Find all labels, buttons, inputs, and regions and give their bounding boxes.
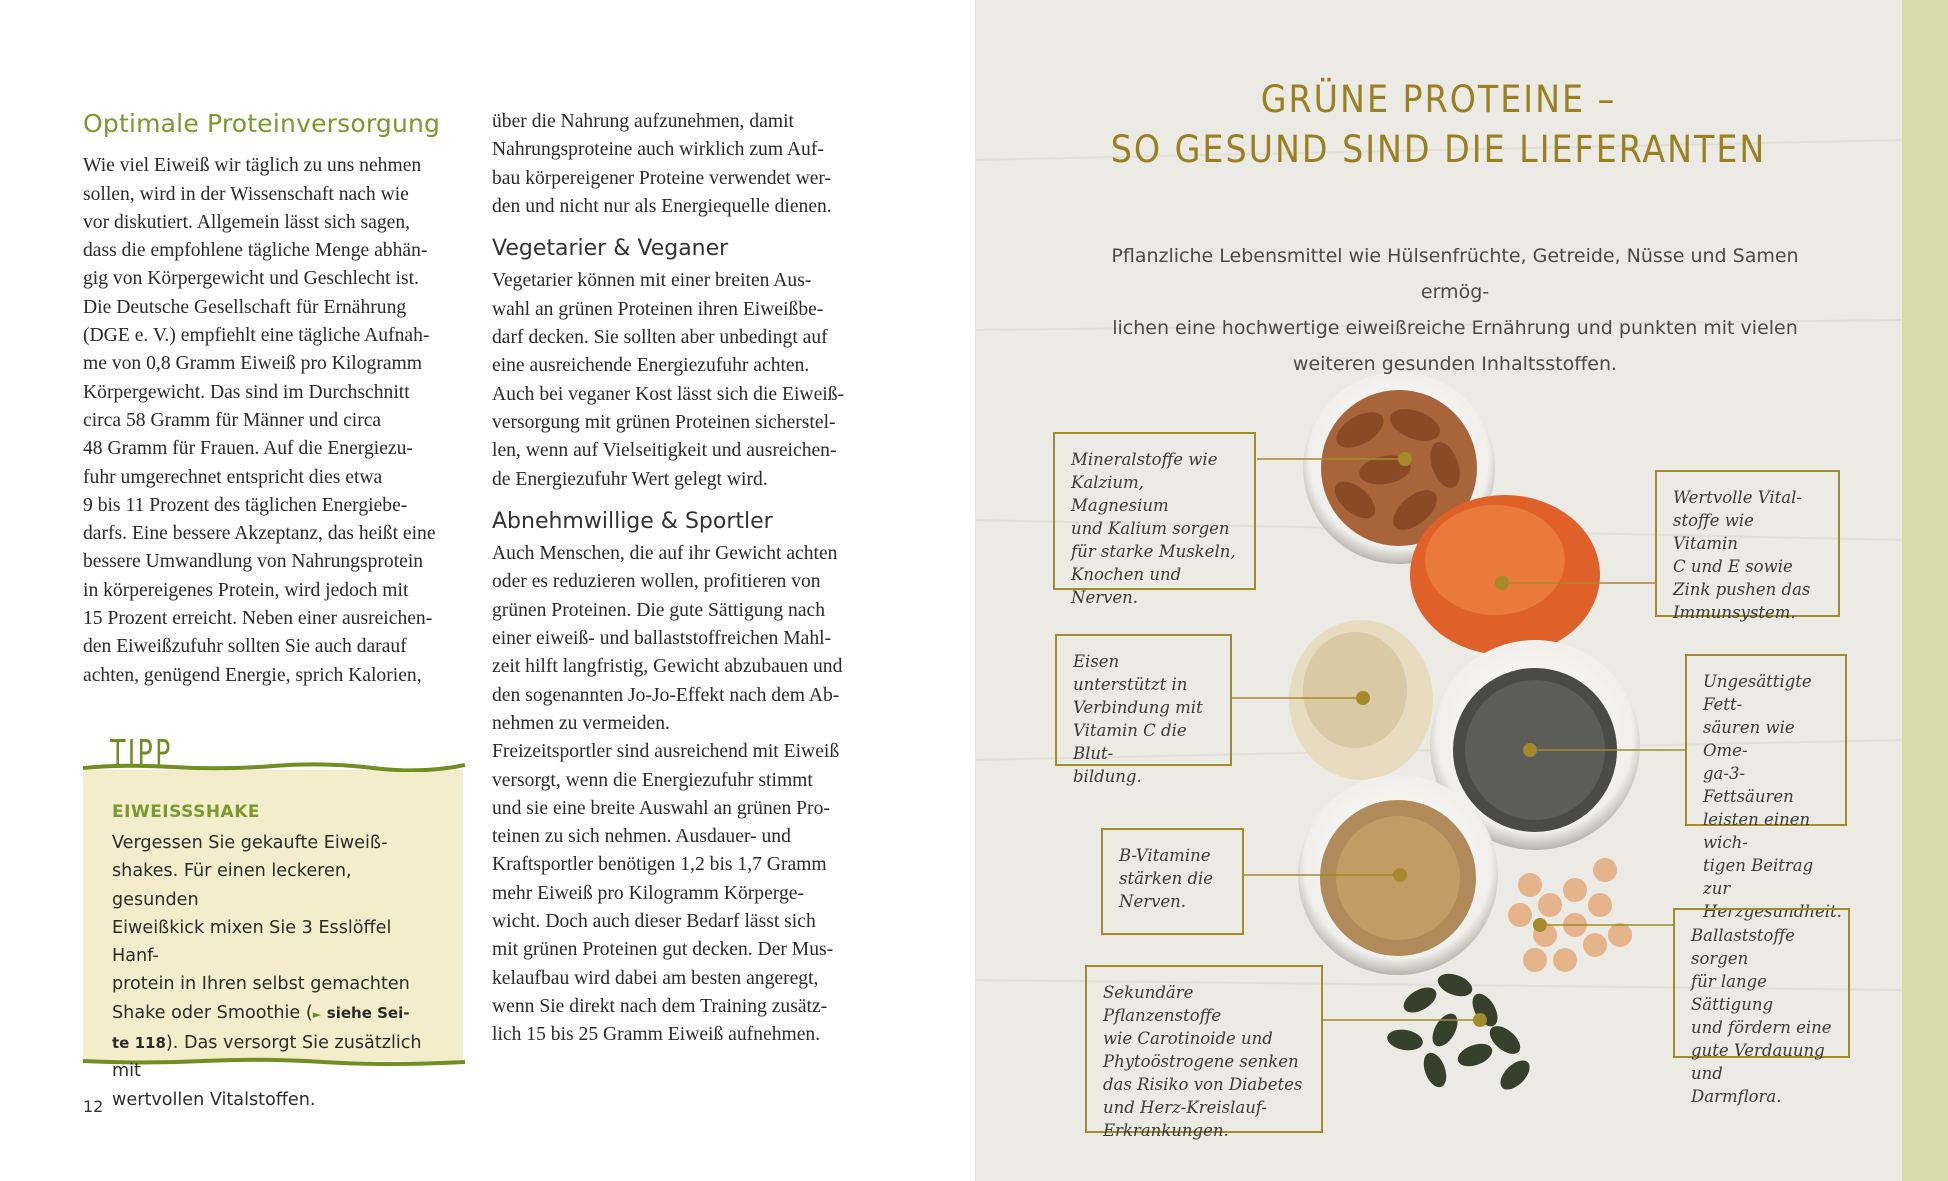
col2-intro-paragraph bbox=[492, 108, 882, 221]
callout-line: und fördern eine bbox=[1691, 1018, 1832, 1037]
tipp-line-text: Shake oder Smoothie ( bbox=[112, 1002, 313, 1023]
callout-line: Knochen und Nerven. bbox=[1071, 565, 1182, 607]
tipp-heading: EIWEISSSHAKE bbox=[112, 802, 261, 822]
callout-line: B-Vitamine bbox=[1119, 846, 1211, 865]
heading-optimale-proteinversorgung: Optimale Proteinversorgung bbox=[83, 109, 441, 138]
tipp-line bbox=[112, 999, 442, 1029]
text-line: nehmen zu vermeiden. bbox=[492, 712, 670, 734]
tipp-line: Eiweißkick mixen Sie 3 Esslöffel Hanf- bbox=[112, 917, 392, 967]
chickpeas bbox=[1508, 858, 1632, 972]
callout-line: und Kalium sorgen bbox=[1071, 519, 1230, 538]
intro-line: Pflanzliche Lebensmittel wie Hülsenfrüchte, Getreide, Nüsse und Samen ermög- bbox=[1111, 245, 1799, 303]
heading-abnehmwillige-sportler: Abnehmwillige & Sportler bbox=[492, 508, 773, 534]
callout-line: gute Verdauung und bbox=[1691, 1041, 1825, 1083]
text-line: darf decken. Sie sollten aber unbedingt auf bbox=[492, 327, 828, 349]
callout-line: Kalzium, Magnesium bbox=[1071, 473, 1169, 515]
callout-line: Wertvolle Vital- bbox=[1673, 488, 1802, 507]
text-line: circa 58 Gramm für Männer und circa bbox=[83, 409, 382, 431]
callout-iron bbox=[1055, 634, 1232, 786]
pumpkin-seeds bbox=[1386, 969, 1535, 1094]
text-line: in körpereigenes Protein, wird jedoch mit bbox=[83, 579, 409, 601]
text-line: und sie eine breite Auswahl an grünen Pro- bbox=[492, 797, 830, 819]
callout-line: Verbindung mit bbox=[1073, 698, 1203, 717]
text-line: wahl an grünen Proteinen ihren Eiweißbe- bbox=[492, 298, 824, 320]
col1-paragraph bbox=[83, 152, 473, 690]
text-line: den Eiweißzufuhr sollten Sie auch darauf bbox=[83, 636, 407, 658]
text-line: kelaufbau wird dabei am besten angeregt, bbox=[492, 967, 819, 989]
callout-line: Nerven. bbox=[1119, 892, 1187, 911]
tipp-line: Vergessen Sie gekaufte Eiweiß- bbox=[112, 833, 388, 853]
page-edge-strip bbox=[1902, 0, 1948, 1181]
text-line: Nahrungsproteine auch wirklich zum Auf- bbox=[492, 139, 824, 161]
callout-minerals bbox=[1053, 432, 1256, 607]
callout-line: Darmflora. bbox=[1691, 1087, 1782, 1106]
column-1 bbox=[83, 110, 473, 690]
text-line: versorgt, wenn die Energiezufuhr stimmt bbox=[492, 769, 813, 791]
text-line: teinen zu sich nehmen. Ausdauer- und bbox=[492, 826, 791, 848]
text-line: einer eiweiß- und ballaststoffreichen Mahl- bbox=[492, 628, 832, 650]
callout-line: wie Carotinoide und bbox=[1103, 1029, 1273, 1048]
callout-fiber bbox=[1673, 908, 1850, 1106]
text-line: darfs. Eine bessere Akzeptanz, das heißt eine bbox=[83, 523, 436, 545]
text-line: fuhr umgerechnet entspricht dies etwa bbox=[83, 466, 383, 488]
text-line: me von 0,8 Gramm Eiweiß pro Kilogramm bbox=[83, 353, 423, 375]
callout-line: stärken die bbox=[1119, 869, 1214, 888]
callout-line: für starke Muskeln, bbox=[1071, 542, 1236, 561]
callout-line: Sekundäre Pflanzenstoffe bbox=[1103, 983, 1222, 1025]
tipp-line: protein in Ihren selbst gemachten bbox=[112, 974, 410, 995]
text-line: (DGE e. V.) empfiehlt eine tägliche Aufnah- bbox=[83, 325, 430, 347]
tipp-line: wertvollen Vitalstoffen. bbox=[112, 1089, 316, 1110]
callout-line: und Herz-Kreislauf- bbox=[1103, 1098, 1267, 1117]
callout-line: Ballaststoffe sorgen bbox=[1691, 926, 1795, 968]
text-line: grünen Proteinen. Die gute Sättigung nach bbox=[492, 599, 826, 621]
intro-line: lichen eine hochwertige eiweißreiche Ernährung und punkten mit vielen bbox=[1112, 317, 1798, 339]
text-line: len, wenn auf Vielseitigkeit und ausreichen- bbox=[492, 440, 837, 462]
text-line: oder es reduzieren wollen, profitieren von bbox=[492, 571, 821, 593]
text-line: mehr Eiweiß pro Kilogramm Körperge- bbox=[492, 882, 804, 904]
text-line: Auch bei veganer Kost lässt sich die Eiweiß- bbox=[492, 383, 845, 405]
callout-line: Phytoöstrogene senken bbox=[1103, 1052, 1299, 1071]
text-line: sollen, wird in der Wissenschaft nach wie bbox=[83, 183, 409, 205]
callout-line: leisten einen wich- bbox=[1703, 810, 1811, 852]
callout-line: Immunsystem. bbox=[1673, 603, 1796, 622]
text-line: versorgung mit grünen Proteinen sicherstel- bbox=[492, 411, 836, 433]
text-line: über die Nahrung aufzunehmen, damit bbox=[492, 111, 794, 132]
text-line: 9 bis 11 Prozent des täglichen Energiebe- bbox=[83, 494, 408, 516]
text-line: achten, genügend Energie, sprich Kalorien, bbox=[83, 664, 422, 686]
infographic-title-line2: SO GESUND SIND DIE LIEFERANTEN bbox=[1110, 128, 1767, 171]
callout-line: Ungesättigte Fett- bbox=[1703, 672, 1812, 714]
text-line: vor diskutiert. Allgemein lässt sich sagen, bbox=[83, 211, 411, 233]
page-reference[interactable]: te 118 bbox=[112, 1034, 166, 1053]
infographic-title-line1: GRÜNE PROTEINE – bbox=[1260, 78, 1617, 121]
callout-line: Zink pushen das bbox=[1673, 580, 1811, 599]
text-line: gig von Körpergewicht und Geschlecht ist. bbox=[83, 268, 419, 290]
text-line: lich 15 bis 25 Gramm Eiweiß aufnehmen. bbox=[492, 1024, 821, 1046]
text-line: wenn Sie direkt nach dem Training zusätz- bbox=[492, 995, 828, 1017]
red-lentils bbox=[1410, 495, 1600, 655]
text-line: den sogenannten Jo-Jo-Effekt nach dem Ab- bbox=[492, 684, 840, 706]
text-line: de Energiezufuhr Wert gelegt wird. bbox=[492, 468, 768, 490]
callout-line: Mineralstoffe wie bbox=[1071, 450, 1218, 469]
col2-sport-paragraph bbox=[492, 540, 882, 1049]
triangle-icon: ► bbox=[312, 1007, 322, 1021]
text-line: den und nicht nur als Energiequelle dienen. bbox=[492, 195, 832, 217]
tipp-line: shakes. Für einen leckeren, gesunden bbox=[112, 861, 352, 910]
callout-line: für lange Sättigung bbox=[1691, 972, 1774, 1014]
tipp-text bbox=[112, 829, 442, 1114]
text-line: Wie viel Eiweiß wir täglich zu uns nehmen bbox=[83, 155, 422, 177]
text-line: eine ausreichende Energiezufuhr achten. bbox=[492, 355, 810, 377]
callout-secondary-plant-compounds bbox=[1085, 965, 1323, 1140]
callout-line: stoffe wie Vitamin bbox=[1673, 511, 1754, 553]
tipp-line-text: ). Das versorgt Sie zusätzlich mit bbox=[112, 1033, 422, 1082]
callout-fatty-acids bbox=[1685, 654, 1847, 921]
text-line: mit grünen Proteinen gut decken. Der Mus- bbox=[492, 939, 834, 961]
callout-line: Eisen unterstützt in bbox=[1073, 652, 1188, 694]
text-line: Die Deutsche Gesellschaft für Ernährung bbox=[83, 296, 407, 318]
callout-line: Erkrankungen. bbox=[1103, 1121, 1229, 1140]
right-page bbox=[975, 0, 1902, 1181]
page-reference[interactable]: siehe Sei- bbox=[326, 1003, 410, 1022]
callout-line: Herzgesundheit. bbox=[1703, 902, 1842, 921]
callout-b-vitamins bbox=[1101, 828, 1244, 935]
callout-line: tigen Beitrag zur bbox=[1703, 856, 1814, 898]
text-line: Auch Menschen, die auf ihr Gewicht achten bbox=[492, 543, 838, 565]
page-number: 12 bbox=[83, 1097, 104, 1116]
text-line: Freizeitsportler sind ausreichend mit Eiweiß bbox=[492, 741, 840, 763]
text-line: wicht. Doch auch dieser Bedarf lässt sich bbox=[492, 911, 816, 933]
tipp-label: TIPP bbox=[110, 733, 173, 774]
tipp-line bbox=[112, 1029, 442, 1086]
text-line: 15 Prozent erreicht. Neben einer ausreichen- bbox=[83, 608, 433, 630]
text-line: zeit hilft langfristig, Gewicht abzubauen und bbox=[492, 656, 843, 678]
callout-line: Vitamin C die Blut- bbox=[1073, 721, 1187, 763]
heading-vegetarier-veganer: Vegetarier & Veganer bbox=[492, 236, 729, 262]
column-2 bbox=[492, 108, 882, 1050]
text-line: Körpergewicht. Das sind im Durchschnitt bbox=[83, 381, 410, 403]
callout-line: das Risiko von Diabetes bbox=[1103, 1075, 1303, 1094]
intro-line: weiteren gesunden Inhaltsstoffen. bbox=[1292, 353, 1618, 375]
callout-line: säuren wie Ome- bbox=[1703, 718, 1795, 760]
text-line: bau körpereigener Proteine verwendet wer- bbox=[492, 167, 832, 189]
callout-vital-substances bbox=[1655, 470, 1840, 622]
callout-line: ga-3-Fettsäuren bbox=[1703, 764, 1794, 806]
callout-line: bildung. bbox=[1073, 767, 1142, 786]
text-line: Kraftsportler benötigen 1,2 bis 1,7 Gramm bbox=[492, 854, 827, 876]
col2-veg-paragraph bbox=[492, 267, 882, 493]
text-line: Vegetarier können mit einer breiten Aus- bbox=[492, 270, 812, 292]
text-line: 48 Gramm für Frauen. Auf die Energiezu- bbox=[83, 438, 413, 460]
callout-line: C und E sowie bbox=[1673, 557, 1793, 576]
infographic-intro bbox=[1095, 238, 1815, 382]
text-line: dass die empfohlene tägliche Menge abhän- bbox=[83, 240, 428, 262]
text-line: bessere Umwandlung von Nahrungsprotein bbox=[83, 551, 424, 573]
